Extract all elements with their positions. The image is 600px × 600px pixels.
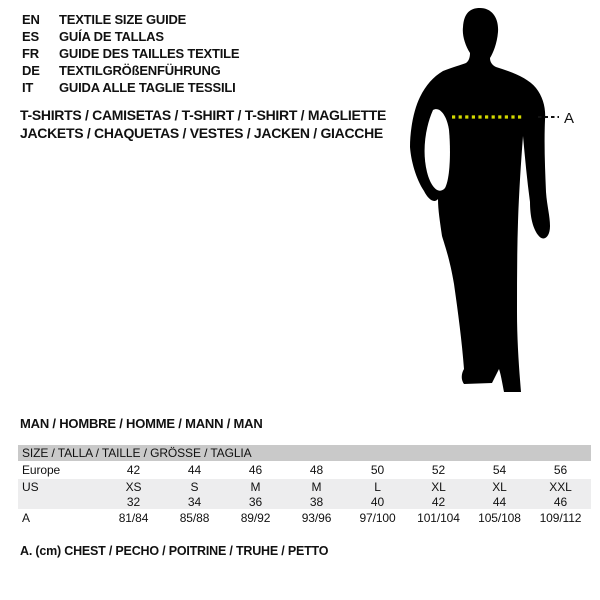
language-code: FR: [22, 46, 39, 61]
size-cell: M: [250, 479, 261, 494]
size-cell: 44: [492, 494, 507, 509]
size-cell: XS: [125, 479, 142, 494]
size-cell: XXL: [549, 479, 572, 494]
language-row-it: [22, 79, 239, 96]
size-cell: 56: [553, 463, 568, 477]
language-code: IT: [22, 80, 34, 95]
size-cell: 50: [370, 463, 385, 477]
language-legend: [22, 11, 239, 96]
size-cell: 36: [248, 494, 263, 509]
man-measurement-figure: [400, 0, 600, 400]
size-cell: XL: [431, 479, 446, 494]
size-cell: 89/92: [240, 511, 271, 525]
size-cell: 48: [309, 463, 324, 477]
language-code: DE: [22, 63, 40, 78]
size-cell: 34: [187, 494, 202, 509]
size-cell: 44: [187, 463, 202, 477]
row-label: US: [22, 479, 39, 494]
size-cell: 109/112: [539, 511, 582, 525]
size-cell: 97/100: [359, 511, 396, 525]
size-cell: 85/88: [179, 511, 210, 525]
size-cell: 105/108: [478, 511, 521, 525]
table-row-europe: [18, 461, 591, 479]
size-cell: 52: [431, 463, 446, 477]
size-cell: 40: [370, 494, 385, 509]
size-cell: 32: [126, 494, 141, 509]
product-categories: [20, 106, 386, 142]
size-cell: 46: [248, 463, 263, 477]
language-row-en: [22, 11, 239, 28]
size-cell: M: [311, 479, 322, 494]
table-row-numeric: [18, 494, 591, 509]
language-label: TEXTILE SIZE GUIDE: [59, 12, 187, 27]
measure-label-a: A: [564, 110, 575, 127]
size-table: [18, 445, 591, 527]
language-row-de: [22, 62, 239, 79]
product-line-tshirts: T-SHIRTS / CAMISETAS / T-SHIRT / T-SHIRT / MAGLIETTE: [20, 107, 387, 123]
section-title-man: MAN / HOMBRE / HOMME / MANN / MAN: [20, 416, 263, 431]
language-code: EN: [22, 12, 40, 27]
row-label: Europe: [22, 463, 61, 477]
table-row-a-chest: [18, 509, 591, 527]
right-arm-gap: [521, 186, 527, 254]
size-table-header: SIZE / TALLA / TAILLE / GRÖSSE / TAGLIA: [18, 445, 591, 461]
size-cell: 42: [126, 463, 141, 477]
language-label: GUÍA DE TALLAS: [59, 29, 164, 44]
size-cell: S: [190, 479, 199, 494]
row-label: A: [22, 511, 30, 525]
language-label: GUIDE DES TAILLES TEXTILE: [59, 46, 240, 61]
table-row-us: [18, 479, 591, 494]
language-label: TEXTILGRÖßENFÜHRUNG: [59, 63, 221, 78]
size-cell: 38: [309, 494, 324, 509]
measurement-footnote: A. (cm) CHEST / PECHO / POITRINE / TRUHE / PETTO: [20, 544, 329, 558]
language-row-es: [22, 28, 239, 45]
size-cell: XL: [492, 479, 507, 494]
size-cell: L: [374, 479, 381, 494]
language-row-fr: [22, 45, 239, 62]
man-silhouette: [410, 8, 550, 392]
size-cell: 42: [431, 494, 446, 509]
product-line-jackets: JACKETS / CHAQUETAS / VESTES / JACKEN / GIACCHE: [20, 125, 383, 141]
size-cell: 54: [492, 463, 507, 477]
language-code: ES: [22, 29, 39, 44]
size-cell: 81/84: [118, 511, 149, 525]
size-cell: 46: [553, 494, 568, 509]
size-cell: 93/96: [301, 511, 332, 525]
size-cell: 101/104: [417, 511, 460, 525]
language-label: GUIDA ALLE TAGLIE TESSILI: [59, 80, 236, 95]
